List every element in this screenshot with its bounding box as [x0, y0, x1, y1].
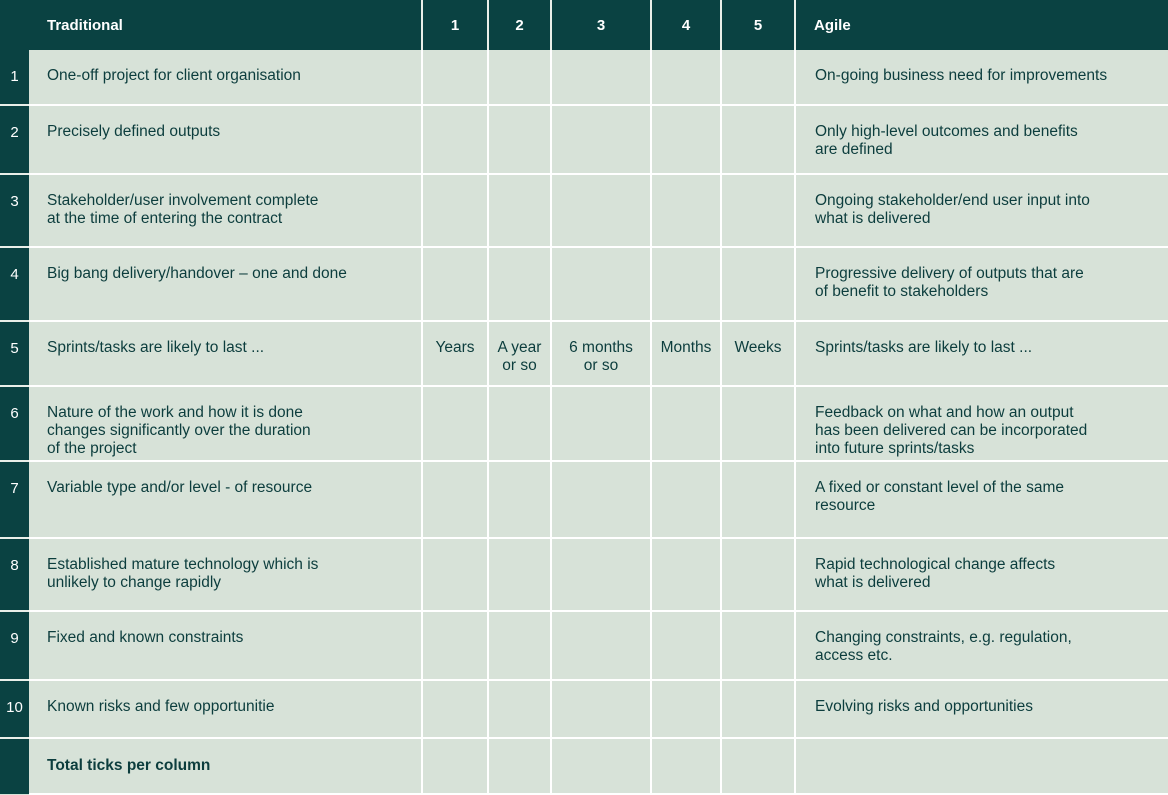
traditional-statement: Fixed and known constraints [29, 611, 422, 680]
total-agile-empty [795, 738, 1168, 794]
header-scale-3: 3 [551, 0, 651, 50]
agile-statement: Sprints/tasks are likely to last ... [795, 321, 1168, 386]
traditional-statement: Sprints/tasks are likely to last ... [29, 321, 422, 386]
scale-cell-1[interactable] [422, 174, 488, 247]
scale-cell-1[interactable] [422, 680, 488, 738]
agile-statement: On-going business need for improvements [795, 50, 1168, 105]
total-cell-1[interactable] [422, 738, 488, 794]
scale-cell-3[interactable] [551, 174, 651, 247]
row-number: 8 [0, 538, 29, 611]
scale-cell-3[interactable] [551, 386, 651, 461]
scale-cell-4[interactable] [651, 461, 721, 538]
header-row [0, 0, 1168, 50]
scale-cell-1[interactable] [422, 386, 488, 461]
header-scale-4: 4 [651, 0, 721, 50]
row-number: 10 [0, 680, 29, 738]
total-cell-3[interactable] [551, 738, 651, 794]
scale-cell-4[interactable]: Months [651, 321, 721, 386]
total-cell-5[interactable] [721, 738, 795, 794]
scale-cell-3[interactable] [551, 680, 651, 738]
scale-cell-2[interactable] [488, 386, 551, 461]
header-scale-2: 2 [488, 0, 551, 50]
scale-cell-2[interactable] [488, 50, 551, 105]
header-agile: Agile [795, 0, 1168, 50]
agile-statement: Progressive delivery of outputs that are of benefit to stakeholders [795, 247, 1168, 321]
scale-cell-1[interactable] [422, 611, 488, 680]
table-row [0, 105, 1168, 174]
row-number: 9 [0, 611, 29, 680]
scale-cell-5[interactable] [721, 105, 795, 174]
scale-cell-2[interactable] [488, 461, 551, 538]
scale-cell-3[interactable] [551, 611, 651, 680]
scale-cell-3[interactable] [551, 538, 651, 611]
row-number: 2 [0, 105, 29, 174]
scale-cell-5[interactable] [721, 461, 795, 538]
scale-cell-1[interactable] [422, 105, 488, 174]
header-corner [0, 0, 29, 50]
scale-cell-2[interactable] [488, 680, 551, 738]
total-row [0, 738, 1168, 794]
header-scale-5: 5 [721, 0, 795, 50]
row-number: 7 [0, 461, 29, 538]
table-row [0, 386, 1168, 461]
scale-cell-1[interactable]: Years [422, 321, 488, 386]
traditional-statement: Established mature technology which is unlikely to change rapidly [29, 538, 422, 611]
scale-cell-1[interactable] [422, 538, 488, 611]
scale-cell-4[interactable] [651, 174, 721, 247]
scale-cell-5[interactable] [721, 538, 795, 611]
table-row [0, 321, 1168, 386]
table-row [0, 611, 1168, 680]
table-row [0, 461, 1168, 538]
table-row [0, 247, 1168, 321]
scale-cell-1[interactable] [422, 461, 488, 538]
agile-statement: Ongoing stakeholder/end user input into what is delivered [795, 174, 1168, 247]
scale-cell-4[interactable] [651, 50, 721, 105]
scale-cell-5[interactable] [721, 174, 795, 247]
traditional-statement: One-off project for client organisation [29, 50, 422, 105]
scale-cell-5[interactable] [721, 386, 795, 461]
row-number-empty [0, 738, 29, 794]
traditional-statement: Big bang delivery/handover – one and done [29, 247, 422, 321]
header-traditional: Traditional [29, 0, 422, 50]
table-row [0, 174, 1168, 247]
agile-statement: Changing constraints, e.g. regulation, access etc. [795, 611, 1168, 680]
scale-cell-5[interactable] [721, 247, 795, 321]
traditional-statement: Variable type and/or level - of resource [29, 461, 422, 538]
scale-cell-1[interactable] [422, 50, 488, 105]
scale-cell-1[interactable] [422, 247, 488, 321]
header-scale-1: 1 [422, 0, 488, 50]
agile-statement: Evolving risks and opportunities [795, 680, 1168, 738]
table-row [0, 680, 1168, 738]
table-row [0, 538, 1168, 611]
scale-cell-2[interactable] [488, 247, 551, 321]
scale-cell-2[interactable] [488, 538, 551, 611]
scale-cell-4[interactable] [651, 247, 721, 321]
total-cell-4[interactable] [651, 738, 721, 794]
scale-cell-3[interactable] [551, 50, 651, 105]
row-number: 6 [0, 386, 29, 461]
scale-cell-2[interactable] [488, 611, 551, 680]
table-row [0, 50, 1168, 105]
scale-cell-2[interactable] [488, 105, 551, 174]
agile-statement: A fixed or constant level of the same resource [795, 461, 1168, 538]
scale-cell-5[interactable] [721, 611, 795, 680]
traditional-statement: Nature of the work and how it is done changes significantly over the duration of the project [29, 386, 422, 461]
scale-cell-3[interactable]: 6 months or so [551, 321, 651, 386]
scale-cell-4[interactable] [651, 105, 721, 174]
agile-statement: Feedback on what and how an output has been delivered can be incorporated into future sprints/tasks [795, 386, 1168, 461]
scale-cell-5[interactable]: Weeks [721, 321, 795, 386]
scale-cell-2[interactable] [488, 174, 551, 247]
traditional-statement: Stakeholder/user involvement complete at the time of entering the contract [29, 174, 422, 247]
scale-cell-3[interactable] [551, 105, 651, 174]
scale-cell-5[interactable] [721, 50, 795, 105]
traditional-statement: Precisely defined outputs [29, 105, 422, 174]
agile-statement: Only high-level outcomes and benefits are defined [795, 105, 1168, 174]
row-number: 5 [0, 321, 29, 386]
row-number: 3 [0, 174, 29, 247]
row-number: 1 [0, 50, 29, 105]
row-number: 4 [0, 247, 29, 321]
scale-cell-3[interactable] [551, 461, 651, 538]
scale-cell-5[interactable] [721, 680, 795, 738]
traditional-statement: Known risks and few opportunitie [29, 680, 422, 738]
scale-cell-2[interactable]: A year or so [488, 321, 551, 386]
scale-cell-4[interactable] [651, 538, 721, 611]
agile-statement: Rapid technological change affects what is delivered [795, 538, 1168, 611]
total-cell-2[interactable] [488, 738, 551, 794]
scale-cell-4[interactable] [651, 611, 721, 680]
scale-cell-4[interactable] [651, 680, 721, 738]
total-label: Total ticks per column [29, 738, 422, 794]
scale-cell-4[interactable] [651, 386, 721, 461]
scale-cell-3[interactable] [551, 247, 651, 321]
